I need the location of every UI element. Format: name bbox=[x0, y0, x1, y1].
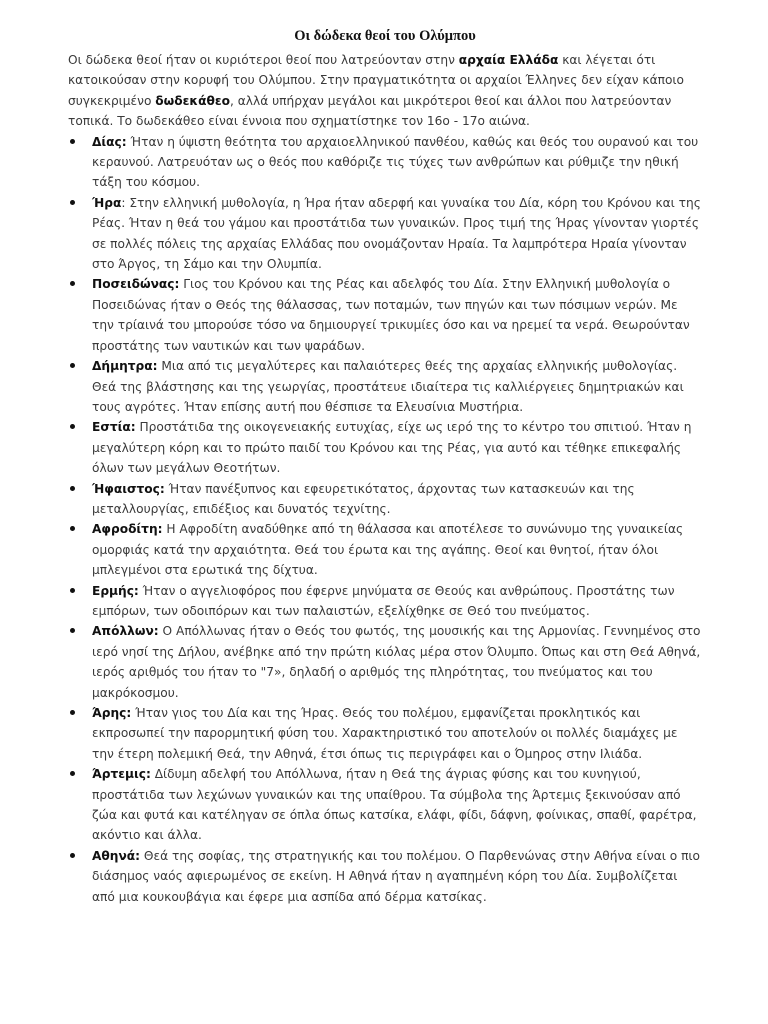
bullet-icon bbox=[70, 363, 75, 368]
list-item-zeus bbox=[68, 132, 702, 193]
bullet-icon bbox=[70, 853, 75, 858]
list-item-hera bbox=[68, 193, 702, 275]
intro-text: , αλλά υπήρχαν μεγάλοι και μικρότεροι θεοί και άλλοι που λατρεύονταν τοπικά. Το δωδεκάθεο είναι έννοια που σχηματίστηκε τον 16ο - 17ο αιώνα. bbox=[68, 93, 672, 129]
god-name: Άρτεμις: bbox=[92, 767, 151, 782]
list-item-hestia bbox=[68, 417, 702, 478]
god-name: Άρης: bbox=[92, 706, 132, 720]
bullet-icon bbox=[70, 424, 75, 429]
god-description: Δίδυμη αδελφή του Απόλλωνα, ήταν η Θεά της άγριας φύσης και του κυνηγιού, προστάτιδα των λεχώνων γυναικών και της υπαίθρου. Τα σύμβολα της Άρτεμις ξεκινούσαν από ζώα και φυτά και κατέληγαν σε όπλα όπως κατσίκα, ελάφι, φίδι, δάφνη, φοίνικας, σπαθί, φαρέτρα, ακόντιο και άλλα. bbox=[92, 767, 697, 843]
list-item-athena bbox=[68, 846, 702, 907]
bullet-icon bbox=[70, 486, 75, 491]
god-name: Ερμής: bbox=[92, 583, 139, 598]
intro-bold-ancient-greece: αρχαία Ελλάδα bbox=[458, 53, 559, 67]
god-description: Μια από τις μεγαλύτερες και παλαιότερες θεές της αρχαίας ελληνικής μυθολογίας. Θεά της βλάστησης και της γεωργίας, προστάτευε ιδιαίτερα τις καλλιέργειες δημητριακών και τους αγρότες. Ήταν επίσης αυτή που θέσπισε τα Ελευσίνια Μυστήρια. bbox=[92, 359, 684, 414]
god-name: Δίας: bbox=[92, 134, 127, 149]
god-name: Ήφαιστος: bbox=[92, 481, 165, 496]
bullet-icon bbox=[70, 588, 75, 593]
god-name: Αφροδίτη: bbox=[92, 522, 163, 537]
intro-bold-dodekatheo: δωδεκάθεο bbox=[155, 93, 230, 108]
bullet-icon bbox=[70, 200, 75, 205]
bullet-icon bbox=[70, 526, 75, 531]
god-name: Δήμητρα: bbox=[92, 359, 158, 374]
god-description: Ήταν πανέξυπνος και εφευρετικότατος, άρχοντας των κατασκευών και της μεταλλουργίας, επιδέξιος και δυνατός τεχνίτης. bbox=[92, 481, 635, 516]
bullet-icon bbox=[70, 771, 75, 776]
god-name: Αθηνά: bbox=[92, 848, 141, 863]
intro-text: και λέγεται ότι κατοικούσαν στην κορυφή του Ολύμπου. Στην πραγματικότητα οι αρχαίοι Έλληνες δεν είχαν κάποιο συγκεκριμένο bbox=[68, 53, 685, 108]
bullet-icon bbox=[70, 628, 75, 633]
god-description: Γιος του Κρόνου και της Ρέας και αδελφός του Δία. Στην Ελληνική μυθολογία ο Ποσειδώνας ήταν ο Θεός της θάλασσας, των ποταμών, των πηγών και των πόσιμων νερών. Με την τρίαινά του μπορούσε τόσο να δημιουργεί τρικυμίες όσο και να ηρεμεί τα νερά. Θεωρούνταν προστάτης των ναυτικών και των ψαράδων. bbox=[92, 277, 690, 353]
page-title: Οι δώδεκα θεοί του Ολύμπου bbox=[294, 28, 476, 44]
list-item-aphrodite bbox=[68, 519, 702, 580]
gods-list bbox=[68, 132, 702, 907]
list-item-demeter bbox=[68, 356, 702, 417]
list-item-apollo bbox=[68, 621, 702, 703]
god-description: Ήταν ο αγγελιοφόρος που έφερνε μηνύματα σε Θεούς και ανθρώπους. Προστάτης των εμπόρων, των οδοιπόρων και των παλαιστών, εξελίχθηκε σε Θεό του πνεύματος. bbox=[92, 583, 675, 618]
god-description: Η Αφροδίτη αναδύθηκε από τη θάλασσα και αποτέλεσε το συνώνυμο της γυναικείας ομορφιάς κατά την αρχαιότητα. Θεά του έρωτα και της αγάπης. Θεοί και θνητοί, ήταν όλοι μπλεγμένοι στα ερωτικά της δίχτυα. bbox=[92, 522, 684, 578]
god-description: Ήταν η ύψιστη θεότητα του αρχαιοελληνικού πανθέου, καθώς και θεός του ουρανού και του κεραυνού. Λατρευόταν ως ο θεός που καθόριζε τις τύχες των ανθρώπων και ρύθμιζε την ηθική τάξη του κόσμου. bbox=[92, 134, 699, 190]
bullet-icon bbox=[70, 710, 75, 715]
list-item-hephaestus bbox=[68, 479, 702, 520]
god-name: Εστία: bbox=[92, 420, 136, 435]
god-description: Ο Απόλλωνας ήταν ο Θεός του φωτός, της μουσικής και της Αρμονίας. Γεννημένος στο ιερό νησί της Δήλου, ανέβηκε από την πρώτη κιόλας μέρα στον Όλυμπο. Όπως και στη Θεά Αθηνά, ιερός αριθμός του ήταν το "7», δηλαδή ο αριθμός της πληρότητας, του πνεύματος και του μακρόκοσμου. bbox=[92, 624, 701, 700]
list-item-artemis bbox=[68, 764, 702, 846]
bullet-icon bbox=[70, 139, 75, 144]
list-item-hermes bbox=[68, 581, 702, 622]
god-description: Θεά της σοφίας, της στρατηγικής και του πολέμου. Ο Παρθενώνας στην Αθήνα είναι ο πιο διάσημος ναός αφιερωμένος σε εκείνη. Η Αθηνά ήταν η αγαπημένη κόρη του Δία. Συμβολίζεται από μια κουκουβάγια και έφερε μια ασπίδα από δέρμα κατσίκας. bbox=[92, 848, 700, 904]
list-item-ares bbox=[68, 703, 702, 764]
intro-text: Οι δώδεκα θεοί ήταν οι κυριότεροι θεοί που λατρεύονταν στην bbox=[68, 53, 459, 67]
list-item-poseidon bbox=[68, 274, 702, 356]
bullet-icon bbox=[70, 281, 75, 286]
god-description: Προστάτιδα της οικογενειακής ευτυχίας, είχε ως ιερό της το κέντρο του σπιτιού. Ήταν η μεγαλύτερη κόρη και το πρώτο παιδί του Κρόνου και της Ρέας, για αυτό και τέθηκε επικεφαλής όλων των μεγάλων Θεοτήτων. bbox=[92, 420, 692, 476]
god-description: : Στην ελληνική μυθολογία, η Ήρα ήταν αδερφή και γυναίκα του Δία, κόρη του Κρόνου και της Ρέας. Ήταν η θεά του γάμου και προστάτιδα των γυναικών. Προς τιμή της Ήρας γίνονταν γιορτές σε πολλές πόλεις της αρχαίας Ελλάδας που ονομάζονταν Ηραία. Τα λαμπρότερα Ηραία γίνονταν στο Άργος, τη Σάμο και την Ολυμπία. bbox=[92, 195, 701, 272]
god-name: Απόλλων: bbox=[92, 624, 159, 639]
god-description: Ήταν γιος του Δία και της Ήρας. Θεός του πολέμου, εμφανίζεται προκλητικός και εκπροσωπεί την παρορμητική φύση του. Χαρακτηριστικό του αποτελούν οι πολλές διαμάχες με την έτερη πολεμική Θεά, την Αθηνά, έτσι όπως τις περιγράφει και ο Όμηρος στην Ιλιάδα. bbox=[92, 706, 678, 761]
god-name: Ποσειδώνας: bbox=[92, 277, 180, 292]
intro-paragraph bbox=[68, 50, 702, 132]
god-name: Ήρα bbox=[92, 195, 122, 210]
